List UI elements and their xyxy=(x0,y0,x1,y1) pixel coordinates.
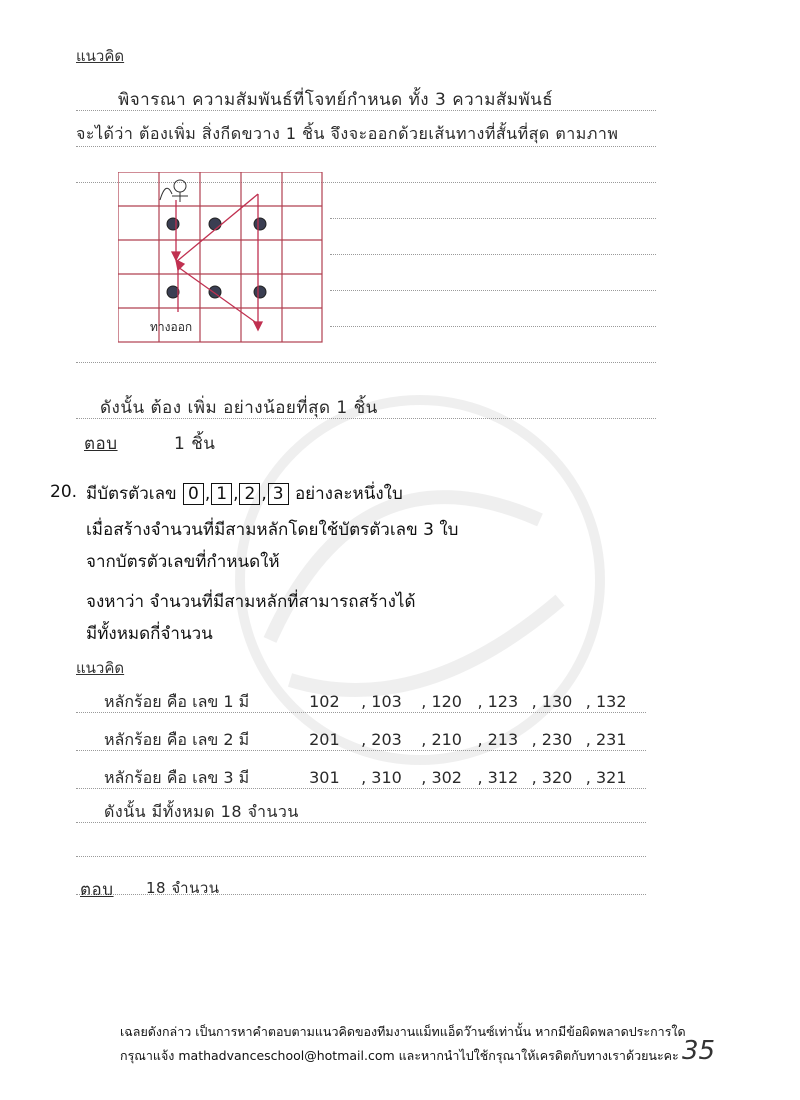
exit-label: ทางออก xyxy=(150,320,193,334)
number-item: 130 xyxy=(541,692,573,711)
watermark-logo xyxy=(180,380,660,780)
number-item: 321 xyxy=(595,768,627,787)
number-card-0: 0 xyxy=(183,483,204,505)
number-item: 102 xyxy=(309,692,340,711)
row-label: หลักร้อย คือ เลข 3 มี xyxy=(104,768,250,787)
number-card-1: 1 xyxy=(211,483,232,505)
number-item: 203 xyxy=(371,730,402,749)
number-item: 310 xyxy=(371,768,402,787)
conclusion-line-2: ดังนั้น มีทั้งหมด 18 จำนวน xyxy=(104,802,299,821)
number-item: 210 xyxy=(431,730,462,749)
number-item: 103 xyxy=(371,692,402,711)
number-item: 320 xyxy=(541,768,573,787)
question-suffix: อย่างละหนึ่งใบ xyxy=(294,484,403,504)
question-prefix: มีบัตรตัวเลข xyxy=(86,484,177,504)
number-card-3: 3 xyxy=(268,483,289,505)
number-item: 231 xyxy=(595,730,627,749)
question-line-2: เมื่อสร้างจำนวนที่มีสามหลักโดยใช้บัตรตัวเลข 3 ใบ xyxy=(86,520,459,540)
number-item: 230 xyxy=(541,730,573,749)
question-line-5: มีทั้งหมดกี่จำนวน xyxy=(86,624,213,644)
question-line-4: จงหาว่า จำนวนที่มีสามหลักที่สามารถสร้างได้ xyxy=(86,592,416,612)
number-item: 123 xyxy=(487,692,519,711)
number-item: 301 xyxy=(309,768,340,787)
answer-label-2: ตอบ xyxy=(80,880,114,900)
question-line-1: มีบัตรตัวเลข 0 , 1 , 2 , 3 อย่างละหนึ่งใบ xyxy=(86,484,403,504)
hundreds-row-1: หลักร้อย คือ เลข 1 มี 102 , 103 , 120 , 123 , 130 , 132 xyxy=(104,690,636,715)
answer-value-2: 18 จำนวน xyxy=(146,879,220,897)
conclusion-line: ดังนั้น ต้อง เพิ่ม อย่างน้อยที่สุด 1 ชิ้น xyxy=(100,398,378,418)
number-item: 132 xyxy=(595,692,627,711)
section-heading: แนวคิด xyxy=(76,47,125,65)
number-item: 213 xyxy=(487,730,519,749)
number-item: 201 xyxy=(309,730,340,749)
number-item: 312 xyxy=(487,768,519,787)
number-card-2: 2 xyxy=(239,483,260,505)
question-line-3: จากบัตรตัวเลขที่กำหนดให้ xyxy=(86,552,280,572)
answer-value: 1 ชิ้น xyxy=(174,434,216,454)
page-number: 35 xyxy=(682,1036,716,1066)
row-label: หลักร้อย คือ เลข 2 มี xyxy=(104,730,250,749)
answer-label: ตอบ xyxy=(84,434,118,454)
footer-line-1: เฉลยดังกล่าว เป็นการหาคำตอบตามแนวคิดของทีมงานแม็ทแอ็ดว๊านซ์เท่านั้น หากมีข้อผิดพลาดประการใด xyxy=(120,1024,686,1039)
reasoning-line-2: จะได้ว่า ต้องเพิ่ม สิ่งกีดขวาง 1 ชิ้น จึงจะออกด้วยเส้นทางที่สั้นที่สุด ตามภาพ xyxy=(76,124,619,143)
start-figure-icon xyxy=(160,180,188,202)
number-item: 120 xyxy=(431,692,462,711)
hundreds-row-2: หลักร้อย คือ เลข 2 มี 201 , 203 , 210 , 213 , 230 , 231 xyxy=(104,728,636,753)
hundreds-row-3: หลักร้อย คือ เลข 3 มี 301 , 310 , 302 , 312 , 320 , 321 xyxy=(104,766,636,791)
reasoning-line-1: พิจารณา ความสัมพันธ์ที่โจทย์กำหนด ทั้ง 3 ความสัมพันธ์ xyxy=(118,90,554,110)
footer-line-2: กรุณาแจ้ง mathadvanceschool@hotmail.com และหากนำไปใช้กรุณาให้เครดิตกับทางเราด้วยนะคะ xyxy=(120,1048,679,1063)
section-heading-2: แนวคิด xyxy=(76,659,125,677)
row-label: หลักร้อย คือ เลข 1 มี xyxy=(104,692,250,711)
question-number: 20. xyxy=(50,482,78,502)
number-item: 302 xyxy=(431,768,462,787)
